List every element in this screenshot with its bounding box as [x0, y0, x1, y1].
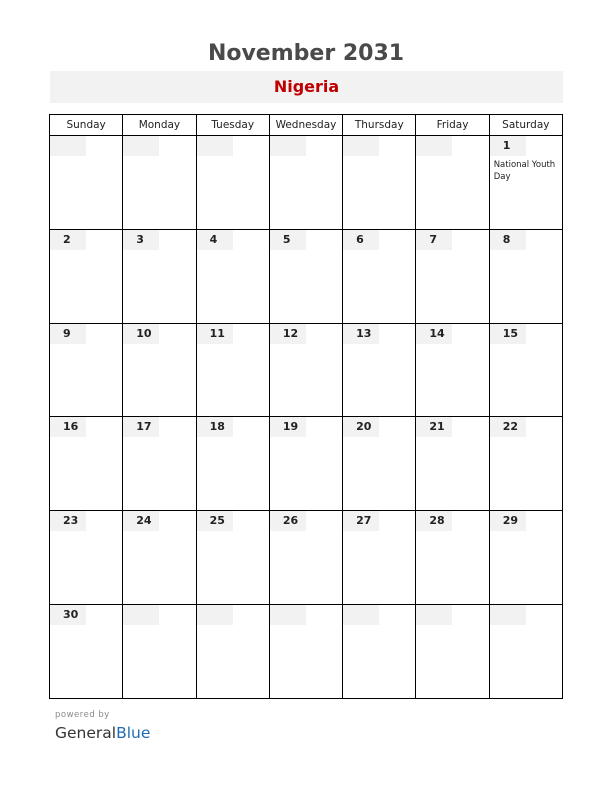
- day-number: 19: [270, 417, 306, 437]
- day-cell: [416, 136, 489, 230]
- day-cell: [489, 605, 562, 699]
- day-cell: [416, 323, 489, 417]
- day-number: 27: [343, 511, 379, 531]
- day-number: 15: [490, 324, 526, 344]
- holiday-label: National Youth Day: [493, 160, 556, 182]
- day-cell: [489, 136, 562, 230]
- day-cell: [416, 605, 489, 699]
- day-cell: [343, 323, 416, 417]
- weekday-saturday: Saturday: [489, 115, 562, 136]
- day-cell: [416, 229, 489, 323]
- day-cell: [50, 229, 123, 323]
- day-number: 20: [343, 417, 379, 437]
- day-number: 7: [416, 230, 452, 250]
- week-row: [50, 136, 563, 230]
- day-cell: [416, 511, 489, 605]
- day-number: [490, 605, 526, 625]
- day-cell: [123, 323, 196, 417]
- day-number: 11: [197, 324, 233, 344]
- day-cell: [343, 229, 416, 323]
- day-number: 2: [50, 230, 86, 250]
- day-number: 5: [270, 230, 306, 250]
- footer: [55, 710, 150, 744]
- day-number: 29: [490, 511, 526, 531]
- brand-general: General: [55, 724, 117, 742]
- day-number: 13: [343, 324, 379, 344]
- day-cell: [416, 417, 489, 511]
- generalblue-logo[interactable]: [55, 722, 150, 744]
- day-cell: [196, 323, 269, 417]
- day-cell: [50, 417, 123, 511]
- weekday-tuesday: Tuesday: [196, 115, 269, 136]
- day-cell: [196, 417, 269, 511]
- day-number: 16: [50, 417, 86, 437]
- day-number: 26: [270, 511, 306, 531]
- day-number: 14: [416, 324, 452, 344]
- day-cell: [269, 229, 342, 323]
- day-number: 6: [343, 230, 379, 250]
- day-cell: [269, 136, 342, 230]
- day-cell: [123, 136, 196, 230]
- country-name: Nigeria: [50, 71, 563, 103]
- day-cell: [269, 417, 342, 511]
- day-number: 4: [197, 230, 233, 250]
- page-title: November 2031: [207, 41, 405, 66]
- day-cell: [123, 511, 196, 605]
- day-cell: [489, 323, 562, 417]
- weekday-thursday: Thursday: [343, 115, 416, 136]
- day-cell: [123, 605, 196, 699]
- day-number: [343, 136, 379, 156]
- day-number: 23: [50, 511, 86, 531]
- day-cell: [50, 323, 123, 417]
- week-row: [50, 511, 563, 605]
- day-number: [197, 605, 233, 625]
- day-number: 3: [123, 230, 159, 250]
- day-cell: [343, 417, 416, 511]
- day-number: 18: [197, 417, 233, 437]
- day-number: 8: [490, 230, 526, 250]
- day-cell: [50, 511, 123, 605]
- day-number: 12: [270, 324, 306, 344]
- day-cell: [196, 229, 269, 323]
- day-cell: [343, 605, 416, 699]
- day-number: 28: [416, 511, 452, 531]
- day-cell: [50, 136, 123, 230]
- day-cell: [123, 229, 196, 323]
- week-row: [50, 323, 563, 417]
- day-cell: [196, 511, 269, 605]
- day-number: [123, 605, 159, 625]
- day-number: 9: [50, 324, 86, 344]
- day-number: 30: [50, 605, 86, 625]
- day-number: [197, 136, 233, 156]
- weekday-sunday: Sunday: [50, 115, 123, 136]
- day-number: [270, 605, 306, 625]
- day-cell: [123, 417, 196, 511]
- weekday-wednesday: Wednesday: [269, 115, 342, 136]
- day-number: 17: [123, 417, 159, 437]
- day-cell: [489, 417, 562, 511]
- weekday-monday: Monday: [123, 115, 196, 136]
- week-row: [50, 229, 563, 323]
- weekday-friday: Friday: [416, 115, 489, 136]
- day-cell: [50, 605, 123, 699]
- day-number: 1: [490, 136, 526, 156]
- day-cell: [343, 511, 416, 605]
- weekday-header-row: [50, 115, 563, 136]
- day-number: 24: [123, 511, 159, 531]
- brand-blue: Blue: [116, 724, 151, 742]
- day-cell: [196, 136, 269, 230]
- calendar-grid: [49, 114, 563, 699]
- week-row: [50, 605, 563, 699]
- day-number: [416, 136, 452, 156]
- day-number: [343, 605, 379, 625]
- day-cell: [489, 229, 562, 323]
- day-cell: [269, 511, 342, 605]
- powered-by-text: powered by: [55, 710, 110, 720]
- day-number: 25: [197, 511, 233, 531]
- day-cell: [269, 605, 342, 699]
- day-cell: [489, 511, 562, 605]
- week-row: [50, 417, 563, 511]
- day-number: [416, 605, 452, 625]
- day-number: [123, 136, 159, 156]
- day-cell: [196, 605, 269, 699]
- day-number: [50, 136, 86, 156]
- day-number: 10: [123, 324, 159, 344]
- day-cell: [343, 136, 416, 230]
- day-number: 22: [490, 417, 526, 437]
- day-number: 21: [416, 417, 452, 437]
- day-number: [270, 136, 306, 156]
- day-cell: [269, 323, 342, 417]
